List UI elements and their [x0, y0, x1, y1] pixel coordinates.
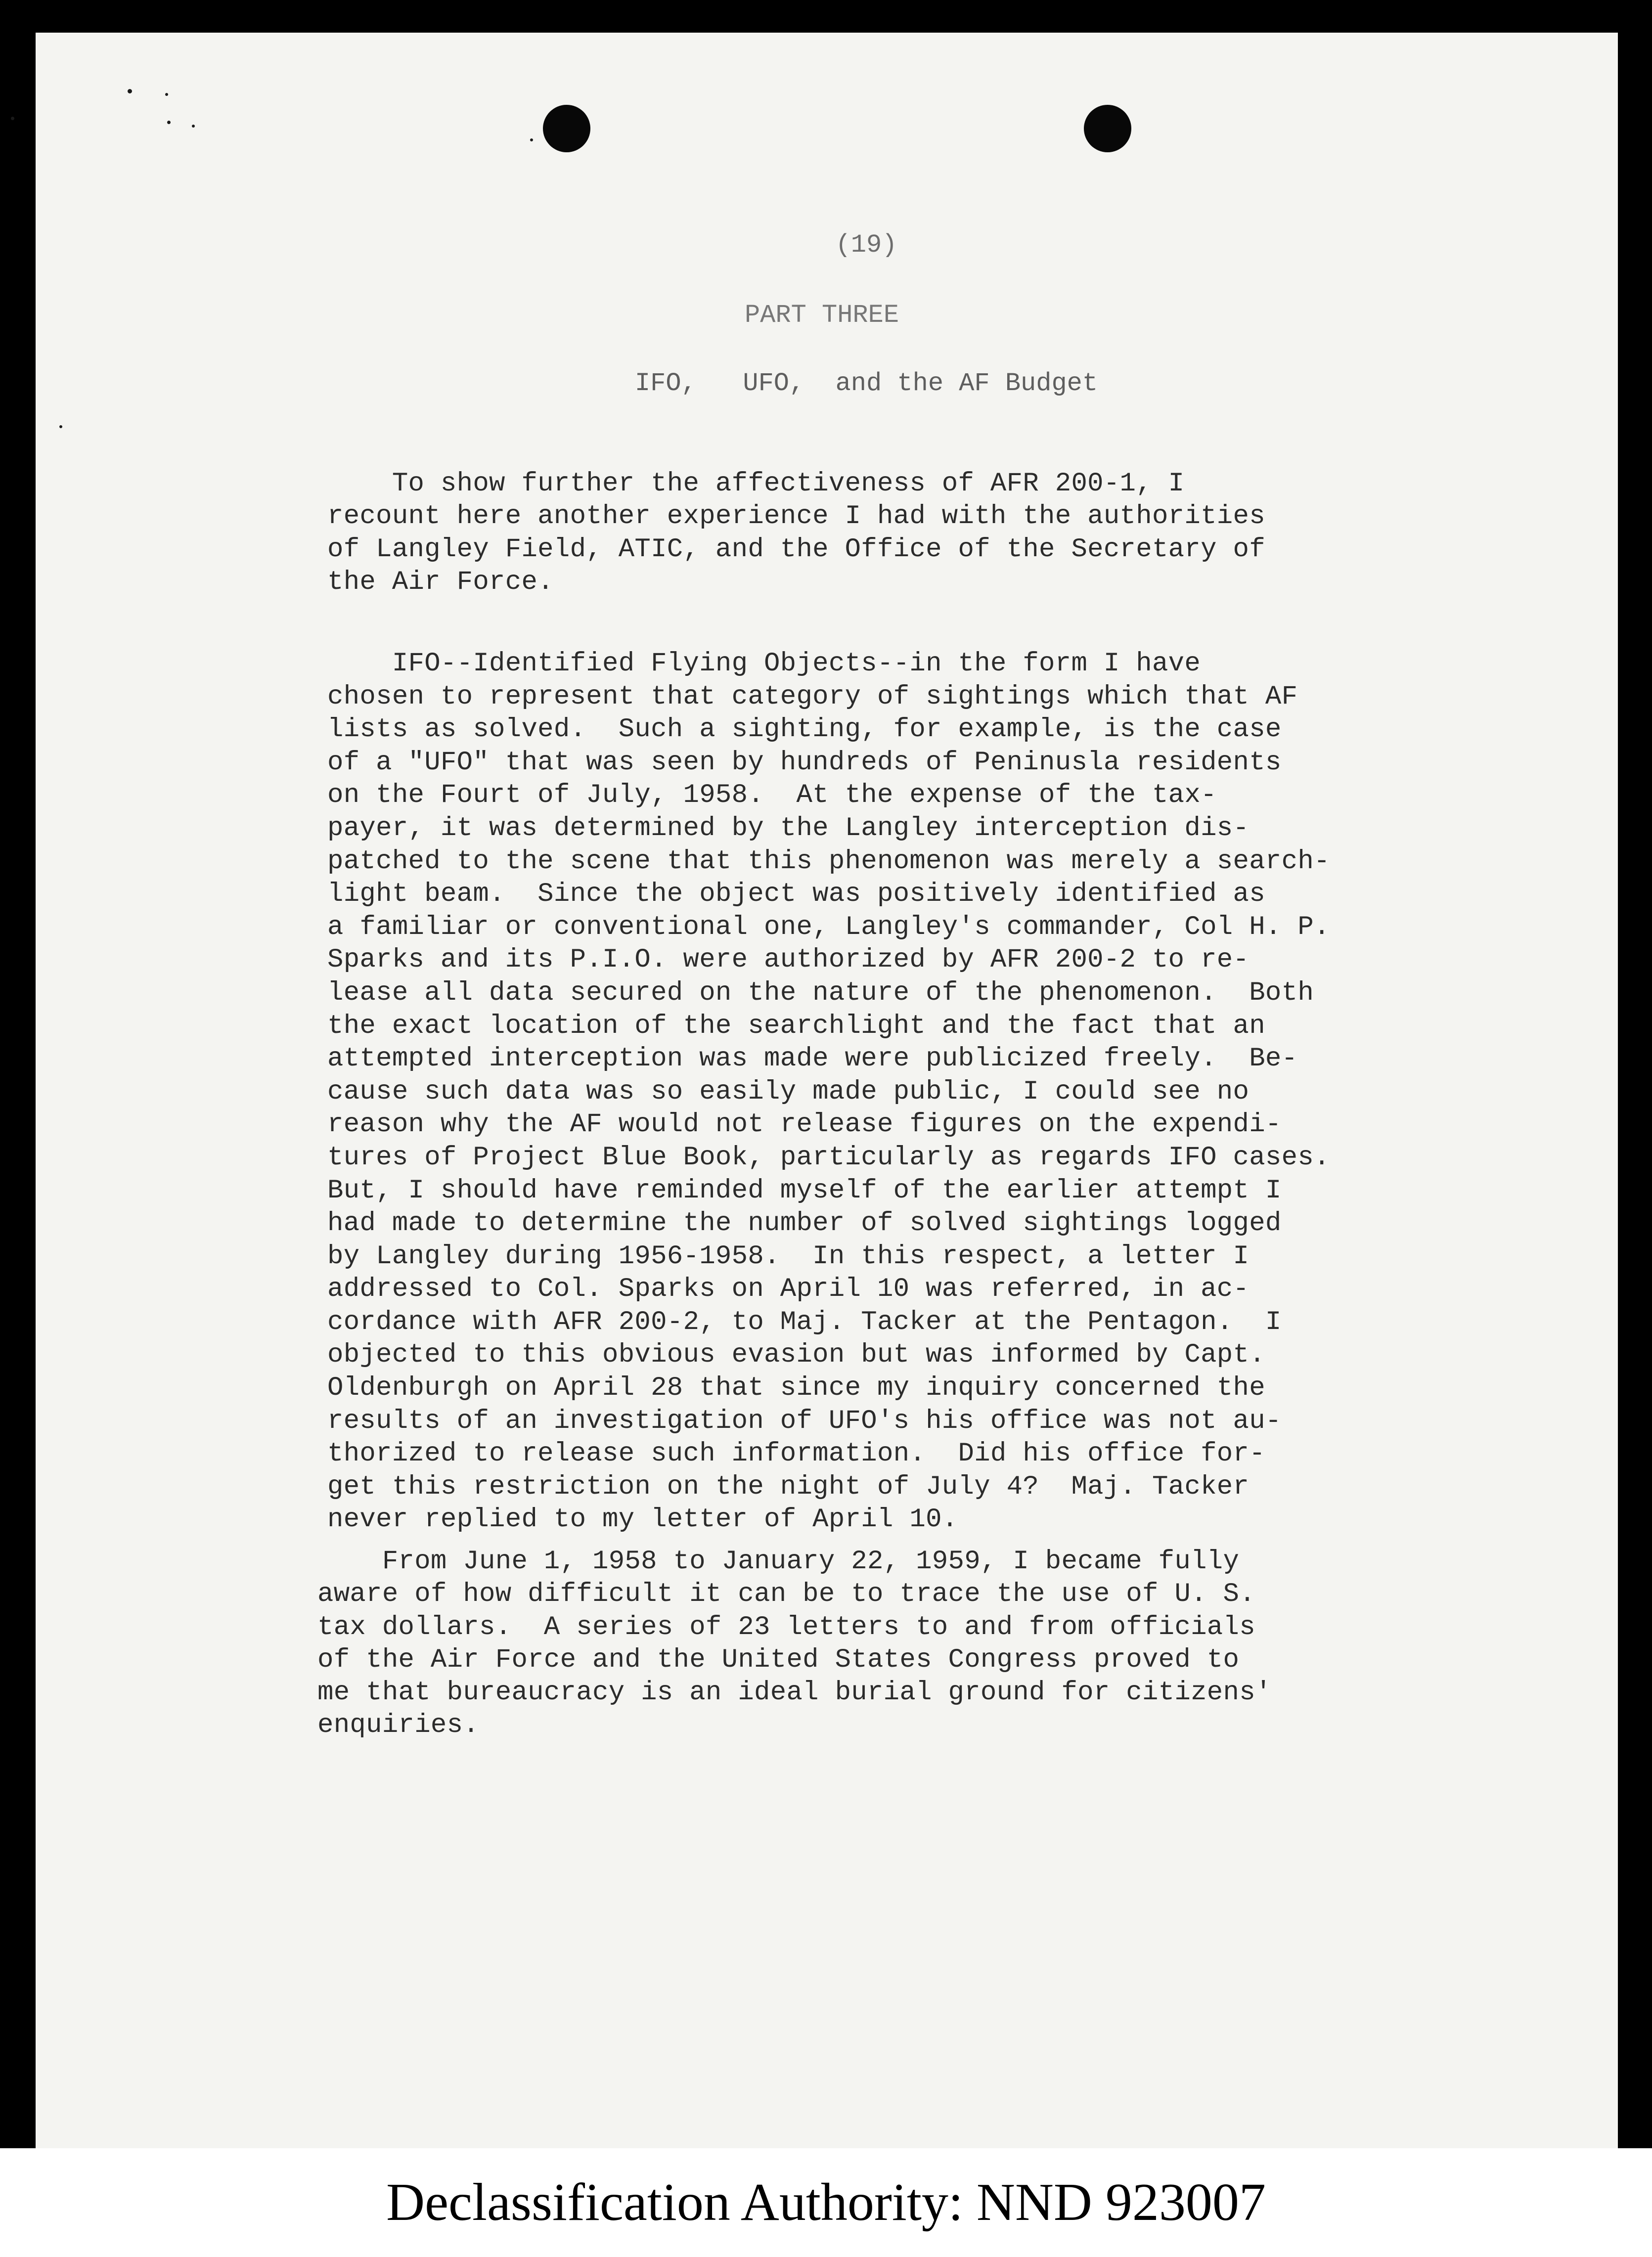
speck-mark: [167, 121, 171, 124]
declassification-caption: Declassification Authority: NND 923007: [0, 2148, 1652, 2257]
part-heading: PART THREE: [744, 301, 899, 330]
speck-mark: [11, 117, 14, 120]
punch-hole-right: [1084, 105, 1131, 152]
page-number: (19): [835, 230, 897, 260]
speck-mark: [59, 425, 62, 428]
speck-mark: [165, 93, 168, 96]
speck-mark: [128, 89, 132, 93]
section-title: IFO, UFO, and the AF Budget: [634, 369, 1098, 398]
body-paragraph: IFO--Identified Flying Objects--in the form I have chosen to represent that category of sightings which that AF lists as solved. Such a sighting, for example, is the case of a "UFO" that was seen by hundreds of Peninusla residents on the Fourt of July, 1958. At the expense of the tax- payer, it was determined by the Langley interception dis- patched to the scene that this phenomenon was merely a search- light beam. Since the object was positively identified as a familiar or conventional one, Langley's commander, Col H. P. Sparks and its P.I.O. were authorized by AFR 200-2 to re- lease all data secured on the nature of the phenomenon. Both the exact location of the searchlight and the fact that an attempted interception was made were publicized freely. Be- cause such data was so easily made public, I could see no reason why the AF would not release figures on the expendi- tures of Project Blue Book, particularly as regards IFO cases. But, I should have reminded myself of the earlier attempt I had made to determine the number of solved sightings logged by Langley during 1956-1958. In this respect, a letter I addressed to Col. Sparks on April 10 was referred, in ac- cordance with AFR 200-2, to Maj. Tacker at the Pentagon. I objected to this obvious evasion but was informed by Capt. Oldenburgh on April 28 that since my inquiry concerned the results of an investigation of UFO's his office was not au- thorized to release such information. Did his office for- get this restriction on the night of July 4? Maj. Tacker never replied to my letter of April 10.: [327, 649, 1330, 1535]
speck-mark: [192, 125, 195, 128]
body-paragraph: From June 1, 1958 to January 22, 1959, I became fully aware of how difficult it can be to trace the use of U. S. tax dollars. A series of 23 letters to and from officials of the Air Force and the United States Congress proved to me that bureaucracy is an ideal burial ground for citizens' enquiries.: [317, 1547, 1272, 1741]
punch-hole-left: [543, 105, 590, 152]
body-paragraph: To show further the affectiveness of AFR 200-1, I recount here another experience I had with the authorities of Langley Field, ATIC, and the Office of the Secretary of the Air Force.: [327, 469, 1265, 598]
document-page: [36, 33, 1618, 2149]
speck-mark: [530, 138, 533, 141]
